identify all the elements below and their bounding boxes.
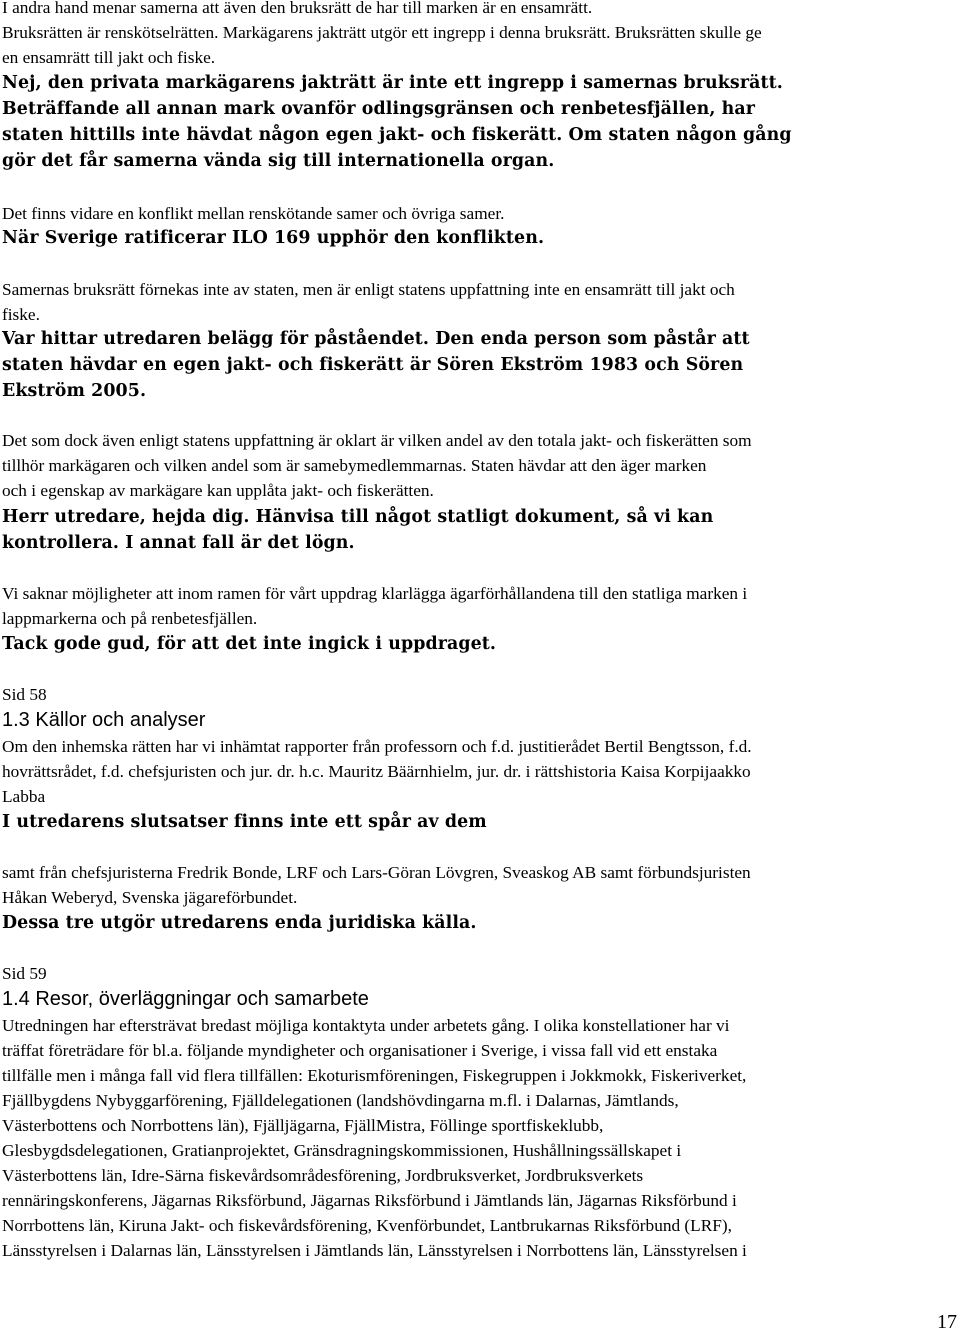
paragraph-statens-uppfattning [2, 428, 950, 503]
comment-line: staten hävdar en egen jakt- och fiskerätt är Sören Ekström 1983 och Sören [2, 355, 744, 375]
section-title: 1.4 Resor, överläggningar och samarbete [2, 988, 369, 1010]
text-line: Labba [2, 787, 46, 806]
comment-belagg [2, 326, 950, 404]
comment-enda-kalla [2, 910, 950, 936]
page-ref: Sid 58 [2, 685, 47, 704]
comment-line: Nej, den privata markägarens jakträtt är inte ett ingrepp i samernas bruksrätt. [2, 73, 783, 93]
section-heading-1-3 [2, 707, 950, 733]
text-line: Håkan Weberyd, Svenska jägareförbundet. [2, 888, 298, 907]
text-line: Fjällbygdens Nybyggarförening, Fjälldelegationen (landshövdingarna m.fl. i Dalarnas, Jämtlands, [2, 1091, 679, 1110]
comment-slutsatser [2, 809, 950, 835]
comment-line: Var hittar utredaren belägg för påståendet. Den enda person som påstår att [2, 329, 750, 349]
text-line: Norrbottens län, Kiruna Jakt- och fiskevårdsförening, Kvenförbundet, Lantbrukarnas Riksförbund (LRF), [2, 1216, 732, 1235]
comment-line: I utredarens slutsatser finns inte ett spår av dem [2, 812, 487, 832]
comment-jaktratt [2, 70, 950, 174]
text-line: rennäringskonferens, Jägarnas Riksförbund, Jägarnas Riksförbund i Jämtlands län, Jägarnas Riksförbund i [2, 1191, 737, 1210]
text-line: träffat företrädare för bl.a. följande myndigheter och organisationer i Sverige, i vissa fall vid ett enstaka [2, 1041, 718, 1060]
comment-ilo [2, 225, 950, 251]
paragraph-resor [2, 1013, 950, 1263]
text-line: Samernas bruksrätt förnekas inte av staten, men är enligt statens uppfattning inte en ensamrätt till jakt och [2, 280, 735, 299]
text-line: lappmarkerna och på renbetesfjällen. [2, 609, 258, 628]
paragraph-kallor [2, 734, 950, 809]
comment-line: kontrollera. I annat fall är det lögn. [2, 533, 355, 553]
text-line: Vi saknar möjligheter att inom ramen för vårt uppdrag klarlägga ägarförhållandena till den statliga marken i [2, 584, 748, 603]
comment-line: Tack gode gud, för att det inte ingick i uppdraget. [2, 634, 497, 654]
text-line: Det som dock även enligt statens uppfattning är oklart är vilken andel av den totala jakt- och fiskerätten som [2, 431, 752, 450]
text-line: Bruksrätten är renskötselrätten. Markägarens jakträtt utgör ett ingrepp i denna bruksrätt. Bruksrätten skulle ge [2, 23, 762, 42]
page-ref-59 [2, 961, 950, 986]
comment-tack [2, 631, 950, 657]
page-ref: Sid 59 [2, 964, 47, 983]
comment-hejda [2, 504, 950, 556]
paragraph-konflikt [2, 201, 950, 226]
text-line: tillhör markägaren och vilken andel som är samebymedlemmarnas. Staten hävdar att den äger marken [2, 456, 707, 475]
text-line: Glesbygdsdelegationen, Gratianprojektet, Gränsdragningskommissionen, Hushållningssällskapet i [2, 1141, 682, 1160]
comment-line: När Sverige ratificerar ILO 169 upphör den konflikten. [2, 228, 545, 248]
page-ref-58 [2, 682, 950, 707]
text-line: och i egenskap av markägare kan upplåta jakt- och fiskerätten. [2, 481, 434, 500]
section-title: 1.3 Källor och analyser [2, 709, 206, 731]
text-line: Länsstyrelsen i Dalarnas län, Länsstyrelsen i Jämtlands län, Länsstyrelsen i Norrbottens län, Länsstyrelsen i [2, 1241, 747, 1260]
comment-line: staten hittills inte hävdat någon egen jakt- och fiskerätt. Om staten någon gång [2, 125, 792, 145]
text-line: Västerbottens och Norrbottens län), Fjälljägarna, FjällMistra, Föllinge sportfiskeklubb, [2, 1116, 604, 1135]
text-line: I andra hand menar samerna att även den bruksrätt de har till marken är en ensamrätt. [2, 0, 593, 17]
comment-line: gör det får samerna vända sig till internationella organ. [2, 151, 555, 171]
text-line: samt från chefsjuristerna Fredrik Bonde, LRF och Lars-Göran Lövgren, Sveaskog AB samt förbundsjuristen [2, 863, 751, 882]
comment-line: Herr utredare, hejda dig. Hänvisa till något statligt dokument, så vi kan [2, 507, 714, 527]
text-line: tillfälle men i många fall vid flera tillfällen: Ekoturismföreningen, Fiskegruppen i Jokkmokk, Fiskeriverket, [2, 1066, 747, 1085]
paragraph-agarforhallanden [2, 581, 950, 631]
text-line: Utredningen har eftersträvat bredast möjliga kontaktyta under arbetets gång. I olika konstellationer har vi [2, 1016, 730, 1035]
comment-line: Dessa tre utgör utredarens enda juridiska källa. [2, 913, 477, 933]
text-line: Det finns vidare en konflikt mellan renskötande samer och övriga samer. [2, 204, 505, 223]
text-line: Om den inhemska rätten har vi inhämtat rapporter från professorn och f.d. justitierådet Bertil Bengtsson, f.d. [2, 737, 752, 756]
text-line: fiske. [2, 305, 40, 324]
page-number: 17 [937, 1311, 957, 1333]
text-line: Västerbottens län, Idre-Särna fiskevårdsområdesförening, Jordbruksverket, Jordbruksverkets [2, 1166, 644, 1185]
paragraph-bruksratt-claim [2, 0, 950, 70]
section-heading-1-4 [2, 986, 950, 1012]
paragraph-bruksratt-fornekas [2, 277, 950, 327]
text-line: hovrättsrådet, f.d. chefsjuristen och jur. dr. h.c. Mauritz Bäärnhielm, jur. dr. i rättshistoria Kaisa Korpijaakko [2, 762, 751, 781]
paragraph-chefsjurister [2, 860, 950, 910]
comment-line: Ekström 2005. [2, 381, 147, 401]
text-line: en ensamrätt till jakt och fiske. [2, 48, 216, 67]
comment-line: Beträffande all annan mark ovanför odlingsgränsen och renbetesfjällen, har [2, 99, 756, 119]
